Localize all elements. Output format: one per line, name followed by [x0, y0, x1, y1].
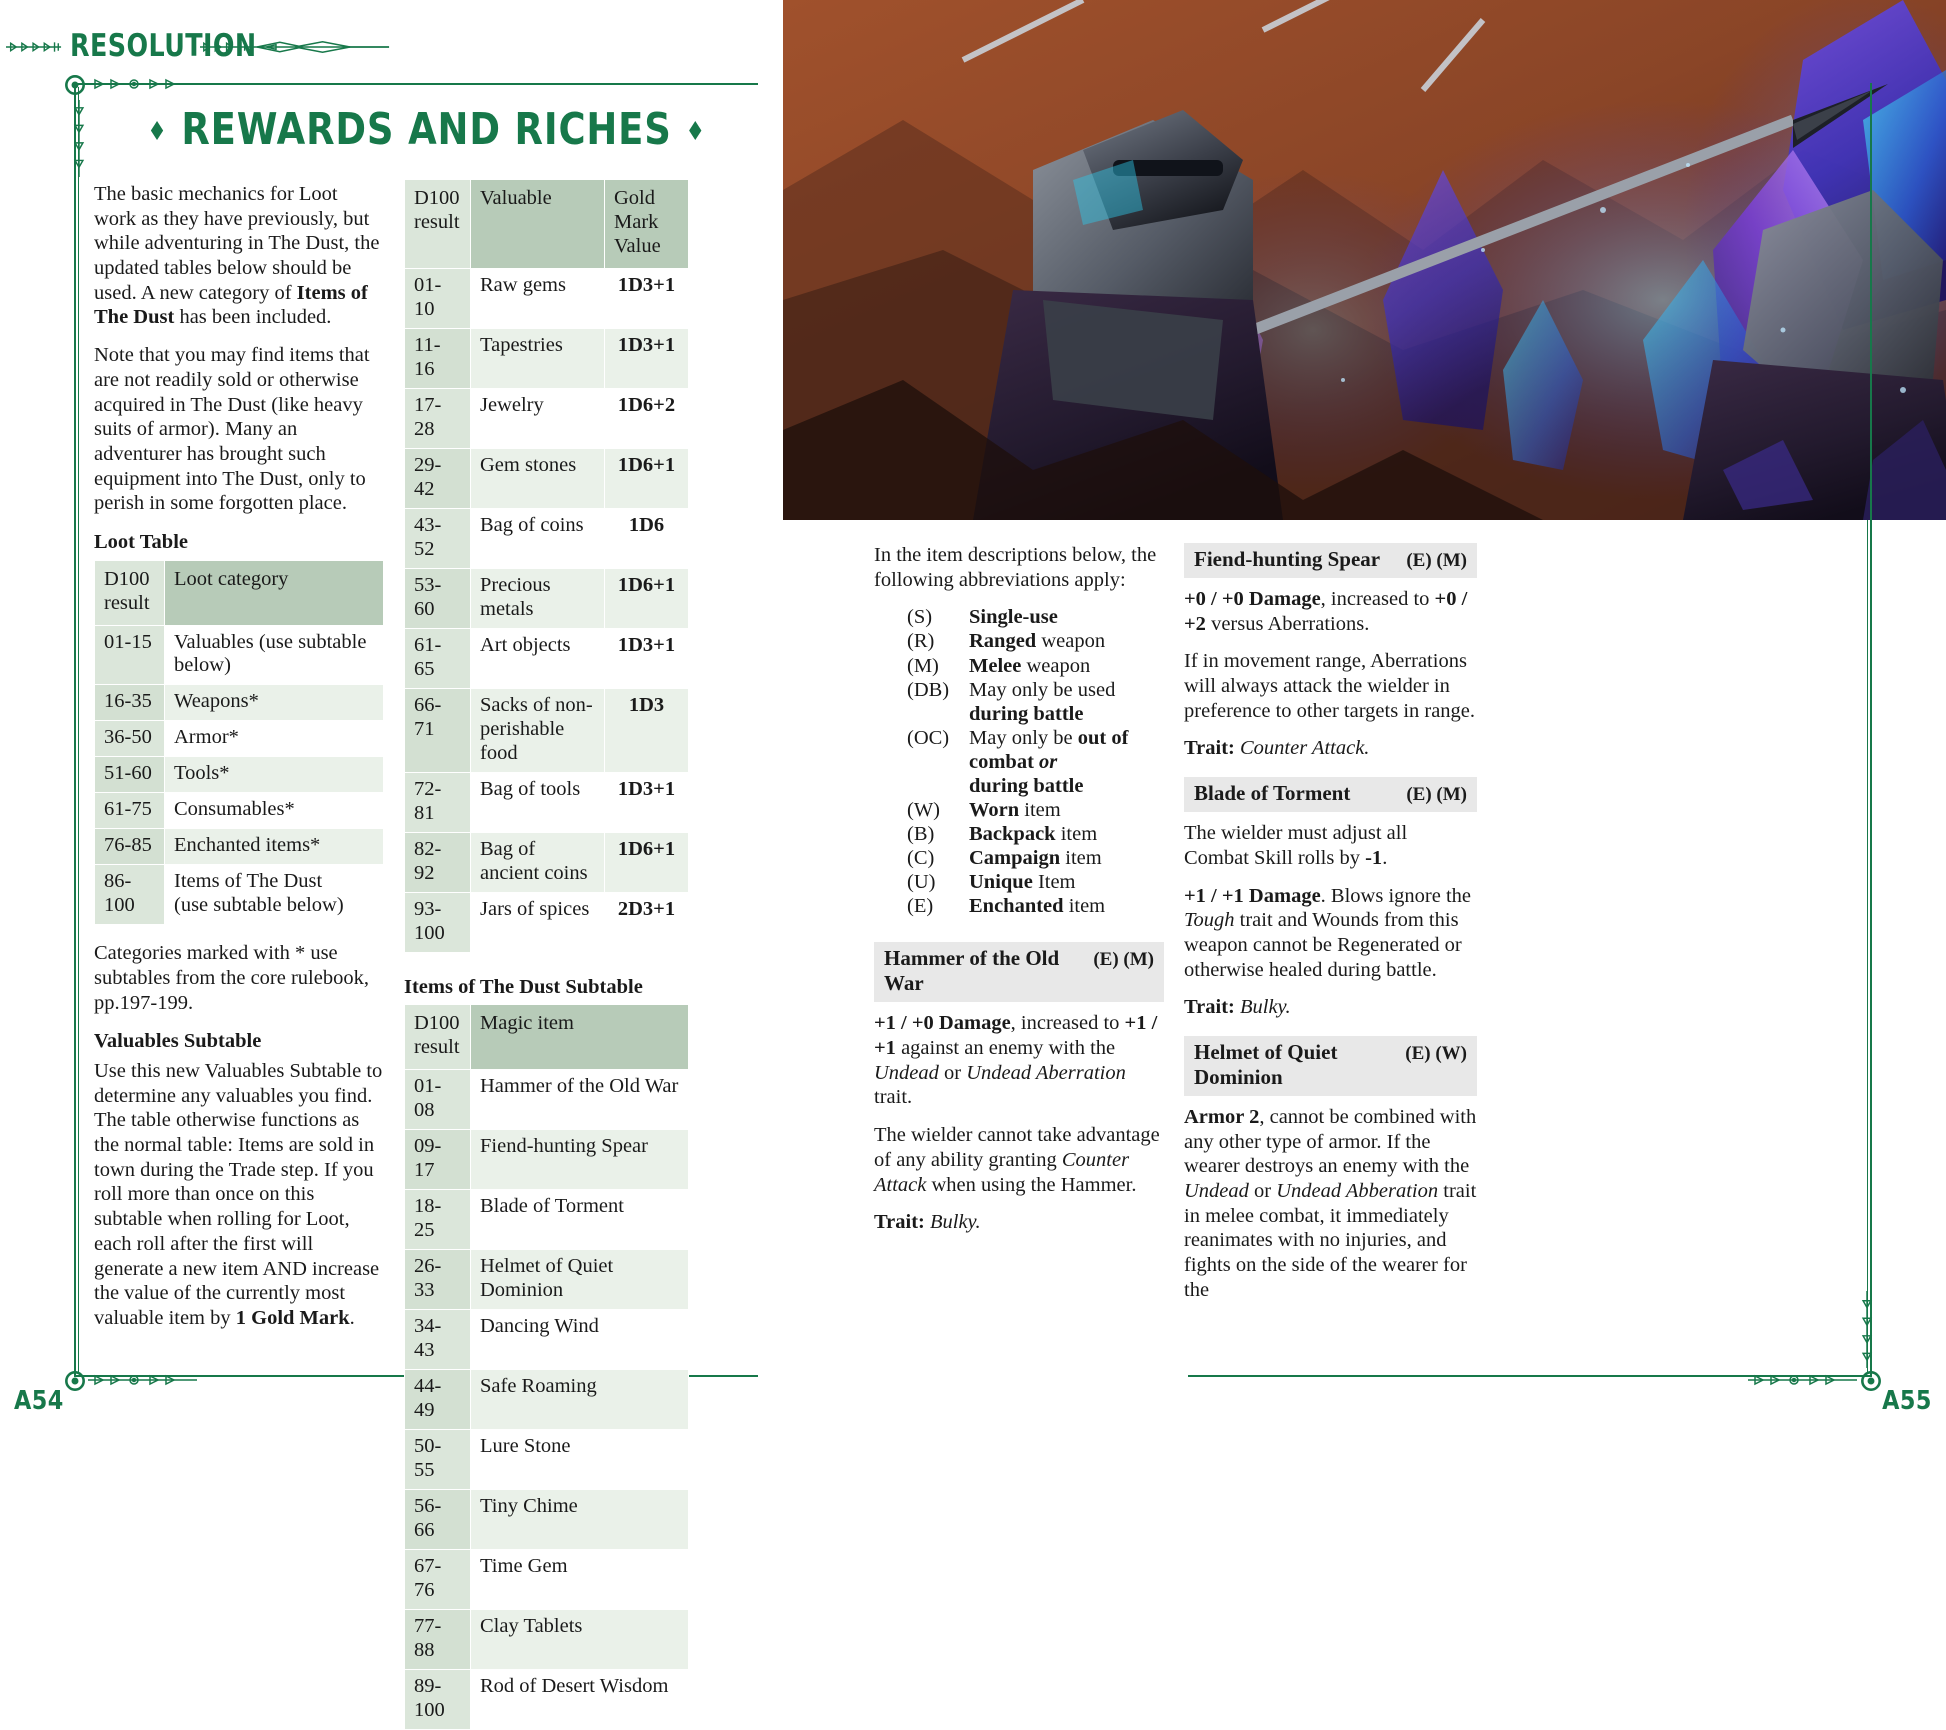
- table-row: [95, 685, 384, 721]
- table-cell-key: 01-10: [405, 268, 471, 328]
- page-title: [147, 104, 706, 155]
- running-head-title: RESOLUTION: [70, 28, 257, 64]
- ornament-bottom-left-run: [88, 1369, 198, 1391]
- table-cell-key: 67-76: [405, 1549, 471, 1609]
- ornament-bottom-right-run: [1748, 1369, 1858, 1391]
- abbreviation-text: Ranged weapon: [969, 630, 1106, 653]
- table-cell-value: Safe Roaming: [471, 1370, 689, 1430]
- table-cell-value: Armor*: [165, 721, 384, 757]
- table-cell-value: Jars of spices: [471, 892, 605, 952]
- abbreviation-key: (E): [907, 895, 934, 918]
- abbreviation-text: Worn item: [969, 799, 1061, 821]
- item-paragraph: Armor 2, cannot be combined with any other type of armor. If the wearer destroys an enemy with the Undead or Undead Abberation trait in melee combat, it immediately reanimates with no injuries, and fights on the side of the wearer for the: [1184, 1105, 1477, 1301]
- table-cell-key: 16-35: [95, 685, 165, 721]
- table-row: [405, 1489, 689, 1549]
- abbreviation-key: (W): [907, 799, 941, 821]
- left-column-1: [94, 182, 384, 1344]
- title-diamond-right: ♦: [685, 117, 706, 147]
- abbreviation-text: Melee weapon: [969, 654, 1091, 677]
- table-cell-value: 2D3+1: [605, 892, 689, 952]
- table-row: [405, 1070, 689, 1130]
- item-paragraph: If in movement range, Aberrations will always attack the wielder in preference to other targets in range.: [1184, 650, 1476, 722]
- item-name: Helmet of Quiet Dominion: [1194, 1039, 1338, 1089]
- table-cell-value: 1D3+1: [605, 628, 689, 688]
- table-cell-key: 09-17: [405, 1130, 471, 1190]
- table-cell-key: 77-88: [405, 1609, 471, 1669]
- abbreviation-text: Unique Item: [969, 871, 1076, 894]
- item-card: [1184, 543, 1477, 761]
- ornament-top-left-run: [88, 73, 198, 95]
- table-cell-value: Tapestries: [471, 328, 605, 388]
- loot-table-header-category: Loot category: [165, 560, 384, 625]
- abbreviation-key: (B): [907, 823, 935, 846]
- item-paragraph: Trait: Counter Attack.: [1184, 737, 1370, 760]
- item-card-header: [1184, 1036, 1477, 1096]
- item-card-body: [1184, 578, 1477, 761]
- item-cards-col1: [874, 942, 1164, 1235]
- abbreviation-row: [907, 846, 1164, 870]
- table-cell-key: 43-52: [405, 508, 471, 568]
- table-cell-value: 1D3+1: [605, 772, 689, 832]
- item-paragraph: +1 / +1 Damage. Blows ignore the Tough trait and Wounds from this weapon cannot be Regenerated or otherwise healed during battle.: [1184, 884, 1471, 981]
- table-row: [405, 892, 689, 952]
- item-tags: (E) (W): [1405, 1042, 1467, 1064]
- left-column-2: [404, 179, 689, 1730]
- table-row: [405, 508, 689, 568]
- table-cell-value: Clay Tablets: [471, 1609, 689, 1669]
- table-cell-value: 1D6: [605, 508, 689, 568]
- valuables-header-valuable: Valuable: [471, 180, 605, 269]
- abbreviation-key: (R): [907, 630, 935, 653]
- item-paragraph: +1 / +0 Damage, increased to +1 / +1 against an enemy with the Undead or Undead Aberration trait.: [874, 1012, 1158, 1109]
- intro-paragraphs: [94, 182, 384, 516]
- valuables-table-header-row: [405, 180, 689, 269]
- table-cell-value: 1D3+1: [605, 268, 689, 328]
- table-row: [405, 328, 689, 388]
- table-cell-value: Bag of tools: [471, 772, 605, 832]
- table-cell-value: Valuables (use subtable below): [165, 625, 384, 685]
- abbreviation-text: Enchanted item: [969, 895, 1106, 918]
- table-cell-value: Tiny Chime: [471, 1489, 689, 1549]
- valuables-subtable-note: Use this new Valuables Subtable to determine any valuables you find. The table otherwise functions as the normal table: Items are sold in town during the Trade step. If you roll more than once on this subtable when rolling for Loot, each roll after the first will generate a new item AND increase the value of the currently most valuable item by 1 Gold Mark.: [94, 1060, 383, 1329]
- item-paragraph: Trait: Bulky.: [1184, 996, 1291, 1019]
- abbreviation-row: [907, 605, 1164, 629]
- table-row: [405, 568, 689, 628]
- valuables-header-gold: Gold Mark Value: [605, 180, 689, 269]
- abbreviation-text: Single-use: [969, 606, 1058, 629]
- item-paragraph: The wielder must adjust all Combat Skill rolls by -1.: [1184, 822, 1408, 869]
- item-card-header: [874, 942, 1164, 1002]
- loot-table-header-d100: D100 result: [95, 560, 165, 625]
- ornament-right-vertical: [1856, 1290, 1878, 1368]
- table-row: [95, 829, 384, 865]
- loot-table-caption: Loot Table: [94, 530, 188, 553]
- abbreviation-row: [907, 798, 1164, 822]
- table-cell-key: 26-33: [405, 1250, 471, 1310]
- table-row: [405, 1370, 689, 1430]
- table-cell-key: 29-42: [405, 448, 471, 508]
- item-card: [874, 942, 1164, 1235]
- item-cards-col2: [1184, 543, 1477, 1302]
- loot-table-header-row: [95, 560, 384, 625]
- abbreviation-row: [907, 870, 1164, 894]
- table-cell-key: 01-08: [405, 1070, 471, 1130]
- table-cell-value: Sacks of non-perishable food: [471, 688, 605, 772]
- table-cell-value: Hammer of the Old War: [471, 1070, 689, 1130]
- item-card: [1184, 777, 1477, 1020]
- intro-paragraph-1: The basic mechanics for Loot work as they have previously, but while adventuring in The Dust, the updated tables below should be used. A new category of Items of The Dust has been included.: [94, 183, 380, 329]
- table-cell-key: 17-28: [405, 388, 471, 448]
- dust-header-d100: D100 result: [405, 1005, 471, 1070]
- table-cell-key: 36-50: [95, 721, 165, 757]
- abbreviation-key: (DB): [907, 678, 950, 701]
- title-diamond-left: ♦: [147, 117, 168, 147]
- table-cell-key: 56-66: [405, 1489, 471, 1549]
- table-cell-value: Fiend-hunting Spear: [471, 1130, 689, 1190]
- ornament-left-vertical: [68, 100, 90, 178]
- abbreviation-row: [907, 726, 1164, 798]
- table-cell-value: Bag of ancient coins: [471, 832, 605, 892]
- table-cell-key: 11-16: [405, 328, 471, 388]
- table-cell-value: Art objects: [471, 628, 605, 688]
- table-row: [405, 268, 689, 328]
- item-paragraph: Trait: Bulky.: [874, 1211, 981, 1234]
- table-row: [95, 625, 384, 685]
- abbreviation-text: Campaign item: [969, 847, 1102, 870]
- table-cell-key: 61-75: [95, 793, 165, 829]
- abbreviation-text: May only be used during battle: [969, 678, 1116, 725]
- valuables-header-d100: D100 result: [405, 180, 471, 269]
- dust-table-body: [405, 1070, 689, 1730]
- table-cell-value: 1D3: [605, 688, 689, 772]
- ornament-right-blade: [200, 36, 390, 58]
- abbreviation-row: [907, 894, 1164, 918]
- abbreviation-key: (M): [907, 654, 939, 677]
- abbreviation-key: (S): [907, 606, 933, 629]
- table-row: [405, 628, 689, 688]
- item-card-header: [1184, 543, 1477, 578]
- abbreviation-text: May only be out of combat or during battle: [969, 726, 1129, 797]
- table-row: [405, 388, 689, 448]
- table-row: [95, 721, 384, 757]
- item-card-header: [1184, 777, 1477, 812]
- table-cell-value: 1D6+1: [605, 568, 689, 628]
- table-cell-key: 89-100: [405, 1669, 471, 1729]
- right-column-1: [874, 543, 1164, 1251]
- table-cell-key: 61-65: [405, 628, 471, 688]
- table-cell-value: Blade of Torment: [471, 1190, 689, 1250]
- abbreviation-key: (OC): [907, 726, 950, 749]
- loot-table-footnote: Categories marked with * use subtables from the core rulebook, pp.197-199.: [94, 942, 369, 1014]
- table-cell-value: Tools*: [165, 757, 384, 793]
- table-cell-key: 01-15: [95, 625, 165, 685]
- table-cell-value: Enchanted items*: [165, 829, 384, 865]
- table-row: [405, 1130, 689, 1190]
- table-cell-key: 53-60: [405, 568, 471, 628]
- table-row: [405, 1190, 689, 1250]
- table-cell-value: Helmet of Quiet Dominion: [471, 1250, 689, 1310]
- table-cell-value: Raw gems: [471, 268, 605, 328]
- item-card-body: [1184, 812, 1477, 1020]
- item-card-body: [1184, 1096, 1477, 1303]
- dust-table-header-row: [405, 1005, 689, 1070]
- dust-header-item: Magic item: [471, 1005, 689, 1070]
- abbreviation-row: [907, 654, 1164, 678]
- table-cell-key: 34-43: [405, 1310, 471, 1370]
- valuables-table: [404, 179, 689, 953]
- table-row: [405, 772, 689, 832]
- loot-table: [94, 560, 384, 926]
- dust-table-caption: Items of The Dust Subtable: [404, 975, 643, 998]
- table-cell-value: Consumables*: [165, 793, 384, 829]
- table-row: [95, 793, 384, 829]
- table-row: [405, 448, 689, 508]
- item-paragraph: The wielder cannot take advantage of any ability granting Counter Attack when using the Hammer.: [874, 1124, 1160, 1196]
- table-cell-value: 1D6+1: [605, 832, 689, 892]
- abbrev-intro: In the item descriptions below, the following abbreviations apply:: [874, 544, 1157, 591]
- item-tags: (E) (M): [1406, 550, 1467, 571]
- table-cell-key: 72-81: [405, 772, 471, 832]
- table-cell-key: 86-100: [95, 865, 165, 925]
- table-cell-value: 1D3+1: [605, 328, 689, 388]
- abbreviation-key: (C): [907, 847, 935, 870]
- loot-table-body: [95, 625, 384, 925]
- table-cell-value: Precious metals: [471, 568, 605, 628]
- corner-ornament-br: [1858, 1368, 1884, 1394]
- abbreviation-row: [907, 629, 1164, 653]
- page-title-text: REWARDS AND RICHES: [181, 104, 672, 155]
- table-cell-key: 18-25: [405, 1190, 471, 1250]
- table-cell-value: 1D6+2: [605, 388, 689, 448]
- abbreviation-row: [907, 678, 1164, 726]
- right-column-2: [1184, 543, 1477, 1318]
- table-row: [405, 832, 689, 892]
- table-row: [405, 1310, 689, 1370]
- table-cell-key: 51-60: [95, 757, 165, 793]
- table-row: [405, 1549, 689, 1609]
- table-row: [405, 1609, 689, 1669]
- valuables-subtable-caption: Valuables Subtable: [94, 1030, 262, 1053]
- item-card-body: [874, 1002, 1164, 1235]
- item-paragraph: +0 / +0 Damage, increased to +0 / +2 versus Aberrations.: [1184, 588, 1468, 635]
- item-tags: (E) (M): [1093, 949, 1154, 971]
- table-cell-value: Rod of Desert Wisdom: [471, 1669, 689, 1729]
- table-row: [95, 865, 384, 925]
- item-card: [1184, 1036, 1477, 1303]
- abbreviation-list: [874, 605, 1164, 918]
- table-cell-value: Gem stones: [471, 448, 605, 508]
- ornament-left-hilt: [6, 36, 62, 58]
- table-cell-value: Bag of coins: [471, 508, 605, 568]
- table-cell-key: 82-92: [405, 832, 471, 892]
- item-name: Fiend-hunting Spear: [1194, 547, 1381, 571]
- table-cell-key: 93-100: [405, 892, 471, 952]
- table-cell-key: 66-71: [405, 688, 471, 772]
- dust-table: [404, 1004, 689, 1730]
- table-cell-key: 76-85: [95, 829, 165, 865]
- item-name: Blade of Torment: [1194, 781, 1351, 806]
- table-cell-value: Weapons*: [165, 685, 384, 721]
- page-number-left: A54: [14, 1386, 64, 1416]
- table-row: [95, 757, 384, 793]
- corner-ornament-tl: [62, 72, 88, 98]
- valuables-table-body: [405, 268, 689, 952]
- intro-paragraph-2: Note that you may find items that are not readily sold or otherwise acquired in The Dust (like heavy suits of armor). Many an adventurer has brought such equipment into The Dust, only to perish in some forgotten place.: [94, 344, 370, 515]
- table-cell-value: Time Gem: [471, 1549, 689, 1609]
- item-name: Hammer of the Old War: [884, 946, 1060, 996]
- table-row: [405, 1669, 689, 1729]
- table-cell-key: 50-55: [405, 1429, 471, 1489]
- table-row: [405, 688, 689, 772]
- table-cell-value: Jewelry: [471, 388, 605, 448]
- abbreviation-key: (U): [907, 871, 936, 894]
- table-cell-value: Lure Stone: [471, 1429, 689, 1489]
- table-row: [405, 1429, 689, 1489]
- abbreviation-row: [907, 822, 1164, 846]
- table-cell-key: 44-49: [405, 1370, 471, 1430]
- table-row: [405, 1250, 689, 1310]
- page-number-right: A55: [1882, 1386, 1932, 1416]
- table-cell-value: Dancing Wind: [471, 1310, 689, 1370]
- item-tags: (E) (M): [1406, 784, 1467, 806]
- corner-ornament-bl: [62, 1368, 88, 1394]
- abbreviation-text: Backpack item: [969, 823, 1098, 846]
- table-cell-value: 1D6+1: [605, 448, 689, 508]
- table-cell-value: Items of The Dust (use subtable below): [165, 865, 384, 925]
